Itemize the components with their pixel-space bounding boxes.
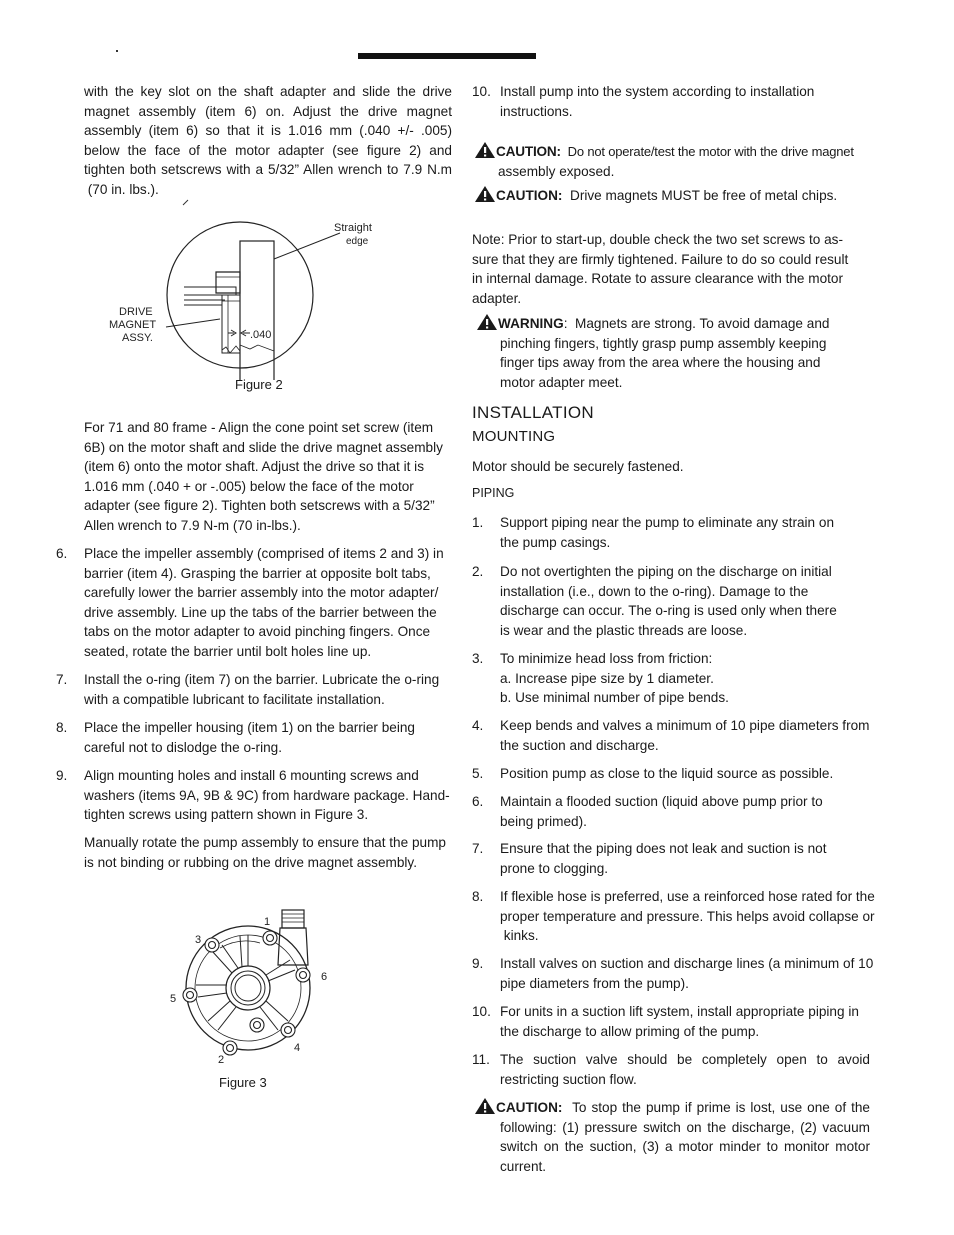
piping-step [472, 954, 882, 993]
rotate-paragraph [84, 833, 454, 872]
text-line: being primed). [500, 813, 587, 829]
text-line: For units in a suction lift system, install appropriate piping in [500, 1004, 859, 1019]
text-line: instructions. [500, 103, 573, 119]
warning-text: : Magnets are strong. To avoid damage and [563, 316, 830, 331]
text-line: is wear and the plastic threads are loose. [500, 622, 748, 638]
piping-step [472, 764, 872, 784]
warning-label: WARNING [498, 316, 564, 331]
text-line: 6B) on the motor shaft and slide the drive magnet assembly [84, 439, 443, 455]
piping-step [472, 839, 872, 878]
figure-3-bolt-5: 5 [170, 993, 177, 1005]
step-number: 10. [472, 1004, 491, 1019]
text-line: To minimize head loss from friction: [500, 651, 713, 666]
text-line: following: (1) pressure switch on the discharge, (2) vacuum [500, 1119, 870, 1135]
warning-triangle-icon [476, 313, 498, 331]
figure-2-label-assy: ASSY. [122, 332, 153, 344]
text-line: Do not overtighten the piping on the discharge on initial [500, 564, 832, 579]
text-line: For 71 and 80 frame - Align the cone point set screw (item [84, 420, 434, 435]
text-line: barrier (item 4). Grasping the barrier at opposite bolt tabs, [84, 565, 431, 581]
step-number: 1. [472, 515, 484, 530]
figure-2-label-straight: Straight [334, 222, 372, 234]
text-line: careful not to dislodge the o-ring. [84, 739, 282, 755]
piping-step [472, 562, 872, 640]
text-line: Place the impeller assembly (comprised of items 2 and 3) in [84, 546, 444, 561]
step-number: 3. [472, 651, 484, 666]
step-number: 9. [56, 768, 68, 783]
caution-3 [474, 1097, 870, 1176]
text-line: Maintain a flooded suction (liquid above pump prior to [500, 794, 823, 809]
figure-2-label-drive: DRIVE [119, 306, 153, 318]
piping-step [472, 716, 882, 755]
text-line: finger tips away from the area where the housing and [500, 355, 821, 371]
text-line: prone to clogging. [500, 860, 609, 876]
figure-3-bolt-4: 4 [294, 1042, 301, 1054]
text-line: washers (items 9A, 9B & 9C) from hardware package. Hand- [84, 787, 450, 803]
figure-2-caption: Figure 2 [235, 377, 283, 392]
step-number: 7. [56, 672, 68, 687]
text-line: the discharge to allow priming of the pump. [500, 1023, 760, 1039]
text-line: Ensure that the piping does not leak and suction is not [500, 841, 827, 856]
caution-2 [474, 185, 874, 206]
mounting-heading: MOUNTING [472, 428, 556, 445]
text-line: a. Increase pipe size by 1 diameter. [500, 670, 714, 686]
text-line: Manually rotate the pump assembly to ensure that the pump [84, 835, 446, 850]
step-number: 9. [472, 956, 484, 971]
piping-step [472, 513, 872, 552]
assembly-step [56, 718, 456, 757]
text-line: with a compatible lubricant to facilitate installation. [84, 691, 385, 707]
caution-text: Do not operate/test the motor with the drive magnet [560, 144, 854, 159]
text-line: current. [500, 1158, 547, 1174]
figure-2-diagram [100, 195, 420, 380]
piping-step [472, 1050, 870, 1089]
text-line: Install pump into the system according to installation [500, 84, 815, 99]
text-line: assembly (item 6) so that it is 1.016 mm (.040 +/- .005) [84, 123, 452, 139]
mounting-text: Motor should be securely fastened. [472, 459, 684, 474]
warning-triangle-icon [474, 185, 496, 203]
figure-3-bolt-6: 6 [321, 971, 328, 983]
text-line: adapter. [472, 290, 522, 306]
caution-text: Drive magnets MUST be free of metal chips. [562, 188, 838, 203]
text-line: Install valves on suction and discharge lines (a minimum of 10 [500, 956, 874, 971]
install-step-10 [472, 82, 872, 121]
text-line: drive assembly. Line up the tabs of the barrier between the [84, 604, 437, 620]
text-line: Note: Prior to start-up, double check the two set screws to as- [472, 232, 843, 247]
text-line: the suction and discharge. [500, 737, 659, 753]
piping-step [472, 887, 882, 946]
figure-3-bolt-2: 2 [218, 1054, 225, 1066]
text-line: magnet assembly (item 6) on. Adjust the drive magnet [84, 103, 452, 119]
text-line: pipe diameters from the pump). [500, 975, 689, 991]
figure-3-bolt-1: 1 [264, 916, 271, 928]
intro-paragraph [84, 82, 452, 200]
text-line: tighten screws using pattern shown in Figure 3. [84, 807, 369, 823]
frame-paragraph [84, 418, 454, 536]
text-line: switch on the suction, (3) a motor minder to monitor motor [500, 1139, 870, 1155]
text-line: discharge can occur. The o-ring is used only when there [500, 603, 837, 619]
step-number: 6. [56, 546, 68, 561]
warning-triangle-icon [474, 141, 496, 159]
step-number: 5. [472, 766, 484, 781]
caution-label: CAUTION: [496, 188, 563, 203]
text-line: (70 in. lbs.). [84, 181, 159, 197]
text-line: carefully lower the barrier assembly into the motor adapter/ [84, 585, 439, 601]
figure-2-label-dim: .040 [250, 329, 272, 341]
piping-step [472, 792, 872, 831]
caution-1 [474, 141, 874, 181]
piping-heading: PIPING [472, 486, 515, 500]
text-line: motor adapter meet. [500, 374, 623, 390]
figure-3-diagram [160, 905, 340, 1070]
assembly-step [56, 670, 456, 709]
caution-label: CAUTION: [496, 144, 561, 159]
figure-2-label-edge: edge [346, 236, 369, 247]
text-line: proper temperature and pressure. This helps avoid collapse or [500, 908, 875, 924]
step-number: 8. [56, 720, 68, 735]
text-line: restricting suction flow. [500, 1071, 637, 1087]
page-mark [116, 50, 118, 52]
text-line: seated, rotate the barrier until bolt holes line up. [84, 643, 372, 659]
text-line: Position pump as close to the liquid source as possible. [500, 766, 834, 781]
warning-triangle-icon [474, 1097, 496, 1115]
text-line: If flexible hose is preferred, use a reinforced hose rated for the [500, 889, 875, 904]
step-number: 10. [472, 84, 491, 99]
text-line: installation (i.e., down to the o-ring). Damage to the [500, 583, 809, 599]
step-number: 2. [472, 564, 484, 579]
text-line: the pump casings. [500, 534, 611, 550]
step-number: 11. [472, 1052, 490, 1067]
assembly-step [56, 766, 456, 825]
text-line: pinching fingers, tightly grasp pump assembly keeping [500, 335, 827, 351]
warning-block [476, 313, 876, 392]
text-line: 1.016 mm (.040 + or -.005) below the face of the motor [84, 478, 414, 494]
text-line: Keep bends and valves a minimum of 10 pipe diameters from [500, 718, 870, 733]
text-line: b. Use minimal number of pipe bends. [500, 690, 729, 706]
step-number: 7. [472, 841, 484, 856]
text-line: Place the impeller housing (item 1) on the barrier being [84, 720, 415, 735]
header-rule [358, 53, 536, 59]
step-number: 8. [472, 889, 484, 904]
text-line: tighten both setscrews with a 5/32” Allen wrench to 7.9 N.m [84, 162, 452, 178]
caution-text: To stop the pump if prime is lost, use one of the [562, 1100, 870, 1115]
text-line: with the key slot on the shaft adapter and slide the drive [84, 84, 452, 99]
figure-3-caption: Figure 3 [219, 1075, 267, 1090]
text-line: Support piping near the pump to eliminate any strain on [500, 515, 835, 530]
step-number: 4. [472, 718, 484, 733]
piping-step [472, 649, 872, 708]
text-line: adapter (see figure 2). Tighten both setscrews with a 5/32” [84, 498, 435, 514]
installation-heading: INSTALLATION [472, 403, 594, 422]
assembly-step [56, 544, 456, 662]
figure-2-label-magnet: MAGNET [109, 319, 157, 331]
note-paragraph [472, 230, 872, 308]
text-line: kinks. [500, 928, 539, 944]
text-line: sure that they are firmly tightened. Failure to do so could result [472, 251, 849, 267]
text-line: (item 6) onto the motor shaft. Adjust the drive so that it is [84, 459, 425, 475]
caution-text: assembly exposed. [498, 163, 615, 179]
step-number: 6. [472, 794, 484, 809]
caution-label: CAUTION: [496, 1100, 563, 1115]
text-line: tabs on the motor adapter to avoid pinching fingers. Once [84, 624, 431, 640]
text-line: in internal damage. Rotate to assure clearance with the motor [472, 271, 844, 287]
text-line: below the face of the motor adapter (see figure 2) and [84, 142, 452, 158]
text-line: Install the o-ring (item 7) on the barrier. Lubricate the o-ring [84, 672, 440, 687]
text-line: Allen wrench to 7.9 N-m (70 in-lbs.). [84, 517, 301, 533]
text-line: is not binding or rubbing on the drive magnet assembly. [84, 854, 417, 870]
text-line: Align mounting holes and install 6 mounting screws and [84, 768, 419, 783]
piping-step [472, 1002, 882, 1041]
figure-3-bolt-3: 3 [195, 934, 202, 946]
text-line: The suction valve should be completely open to avoid [500, 1052, 870, 1067]
